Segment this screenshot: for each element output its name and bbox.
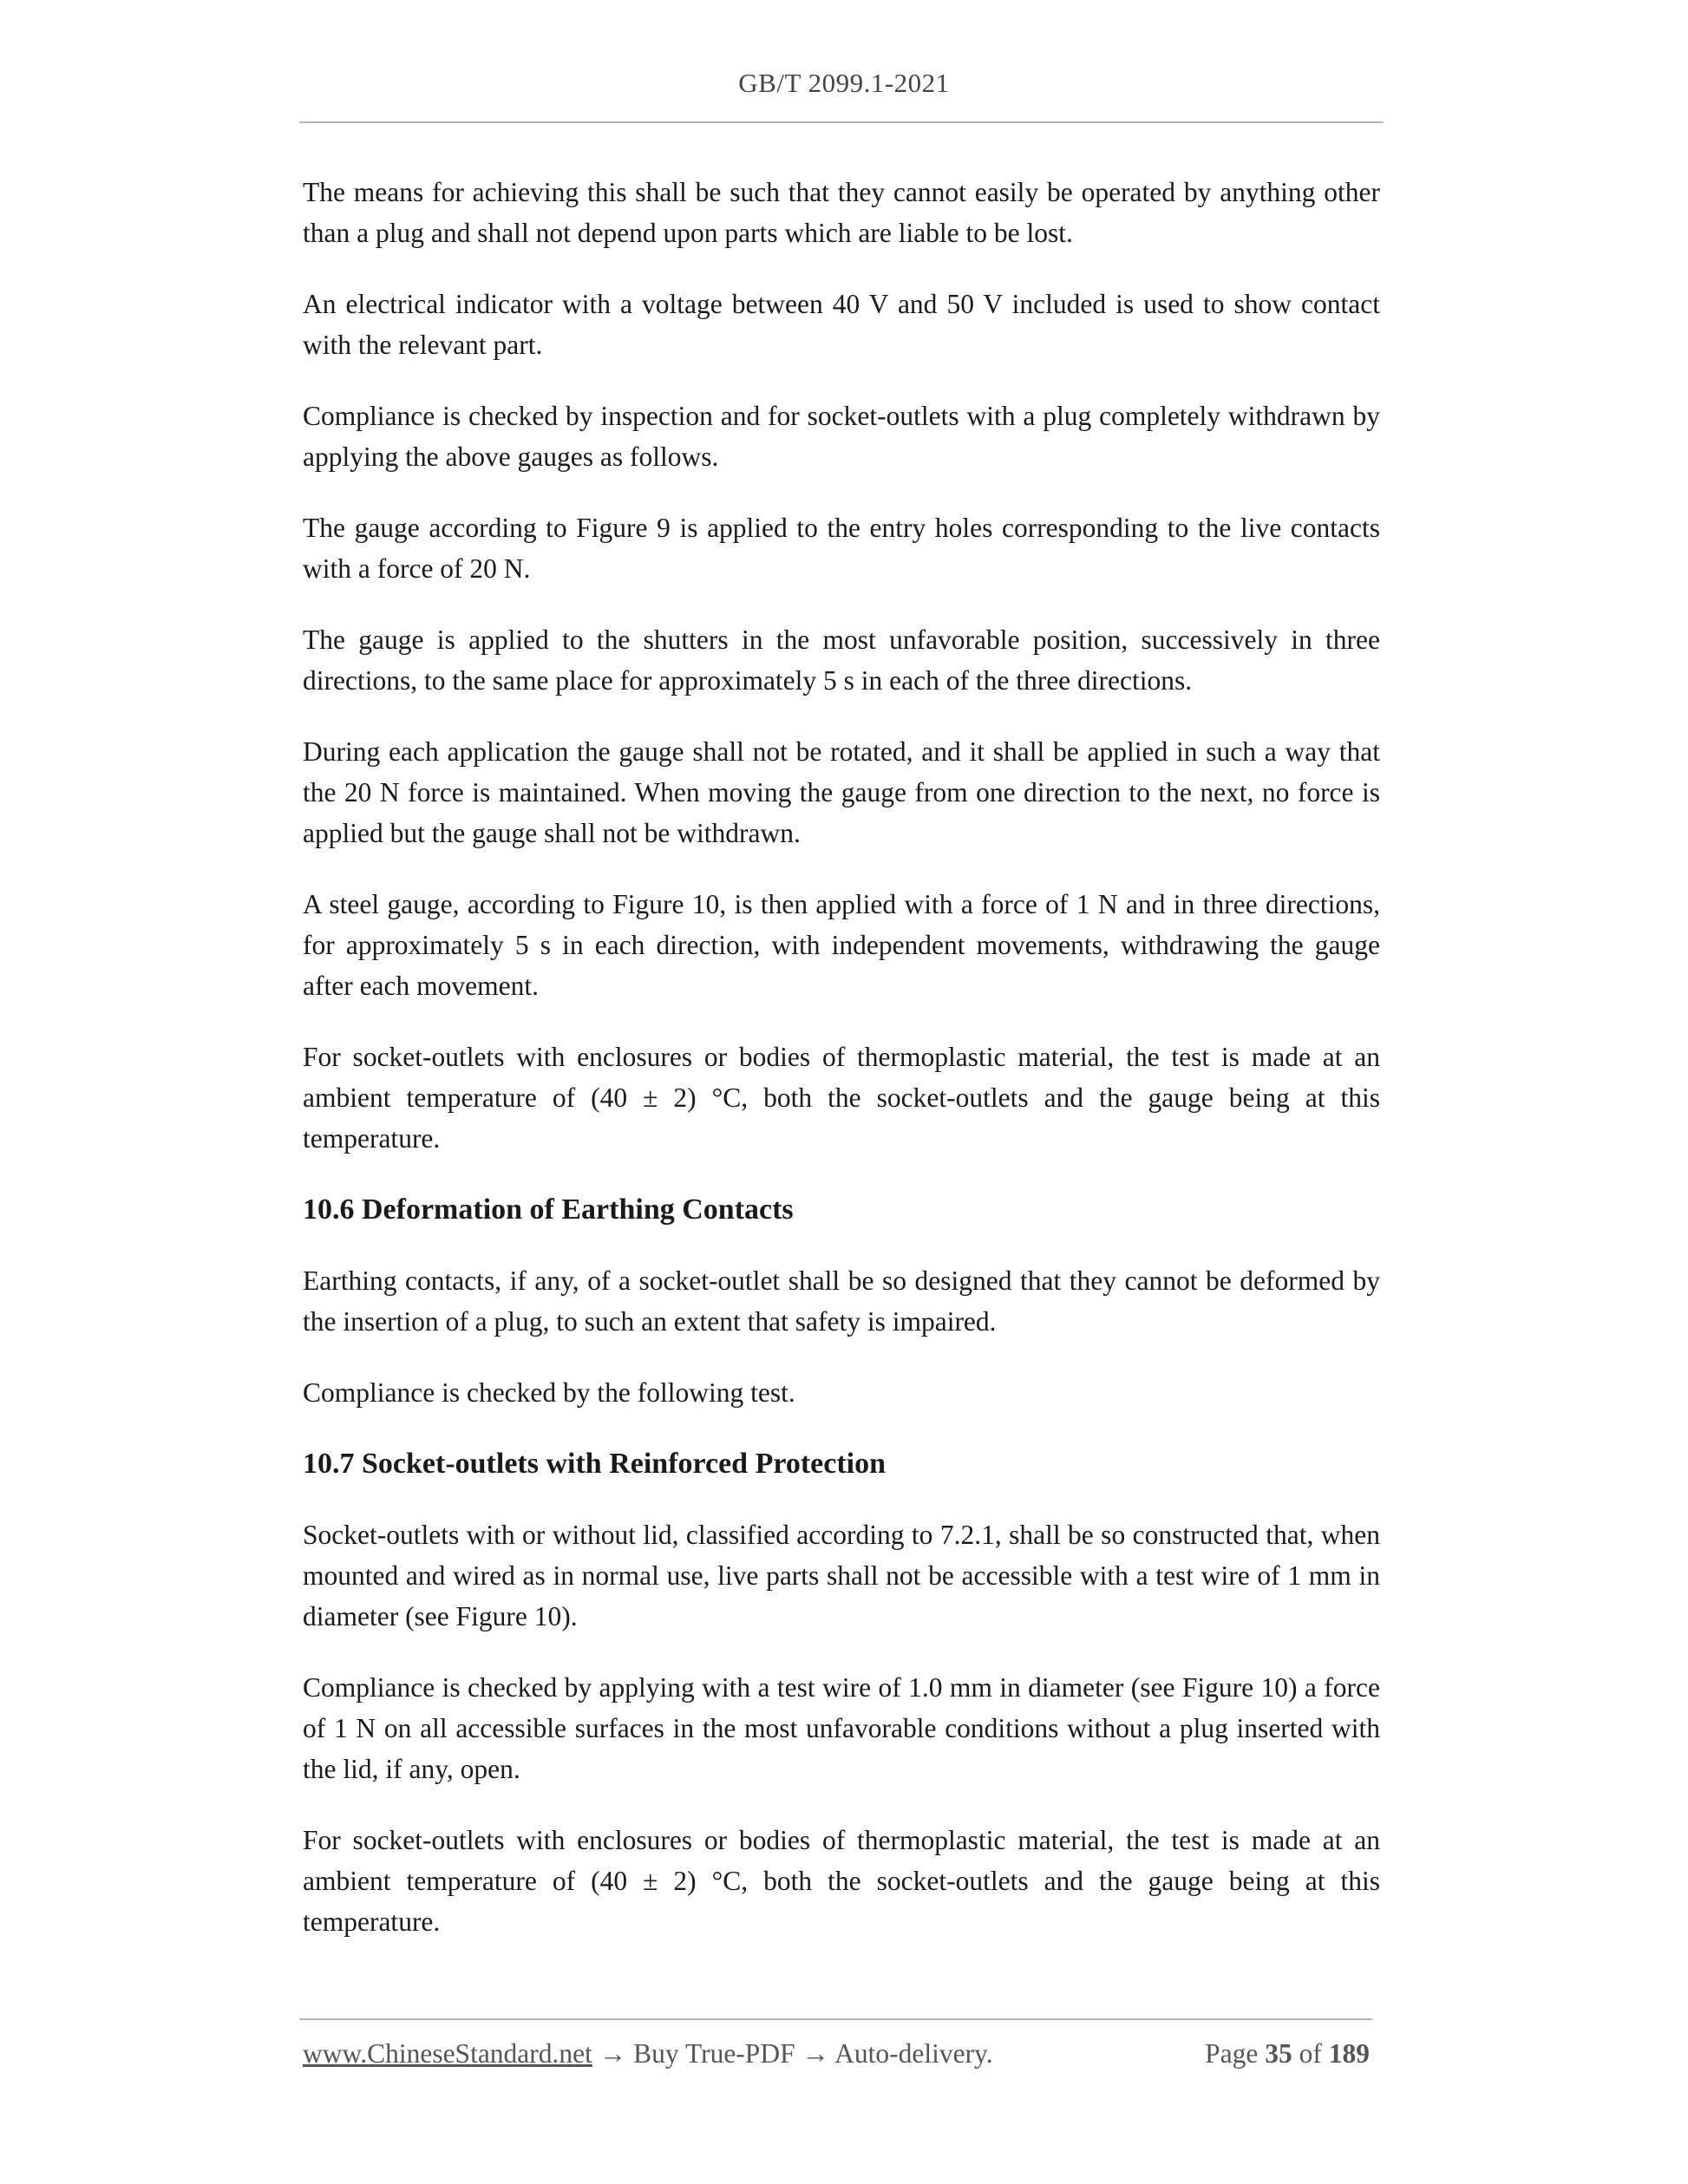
paragraph: Compliance is checked by inspection and for socket-outlets with a plug completely withdrawn by applying the above gauges as follows. [303, 401, 1380, 472]
site-link[interactable]: www.ChineseStandard.net [303, 2038, 592, 2069]
page-total: 189 [1328, 2038, 1370, 2069]
paragraph: The gauge is applied to the shutters in the most unfavorable position, successively in three directions, to the same place for approximately 5 s in each of the three directions. [303, 624, 1380, 696]
arrow-right-icon: → [599, 2038, 627, 2069]
paragraph: For socket-outlets with enclosures or bodies of thermoplastic material, the test is made at an ambient temperature of (40 ± 2) °C, both the socket-outlets and the gauge being at this temperature. [303, 1825, 1380, 1937]
page-label: Page [1205, 2038, 1259, 2069]
document-body [303, 172, 1380, 1972]
paragraph: Compliance is checked by applying with a test wire of 1.0 mm in diameter (see Figure 10) a force of 1 N on all accessible surfaces in the most unfavorable conditions without a plug inserted with the lid, if any, open. [303, 1672, 1380, 1784]
footer-divider [299, 2018, 1372, 2020]
section-heading-10-6: 10.6 Deformation of Earthing Contacts [303, 1193, 794, 1226]
paragraph: The gauge according to Figure 9 is applied to the entry holes corresponding to the live contacts with a force of 20 N. [303, 513, 1380, 584]
section-heading-10-7: 10.7 Socket-outlets with Reinforced Protection [303, 1448, 887, 1480]
paragraph: Socket-outlets with or without lid, classified according to 7.2.1, shall be so constructed that, when mounted and wired as in normal use, live parts shall not be accessible with a test wire of 1 mm in diameter (see Figure 10). [303, 1520, 1380, 1631]
buy-true-pdf-text: Buy True-PDF [633, 2038, 795, 2069]
auto-delivery-text: Auto-delivery. [834, 2038, 993, 2069]
page-number: 35 [1265, 2038, 1292, 2069]
paragraph: Compliance is checked by the following test. [303, 1377, 795, 1408]
page-indicator [1205, 2038, 1370, 2070]
paragraph: Earthing contacts, if any, of a socket-outlet shall be so designed that they cannot be deformed by the insertion of a plug, to such an extent that safety is impaired. [303, 1265, 1380, 1337]
page-footer [303, 2038, 1370, 2078]
footer-promo [303, 2038, 993, 2070]
page-header-doc-id: GB/T 2099.1-2021 [738, 68, 950, 98]
paragraph: A steel gauge, according to Figure 10, is then applied with a force of 1 N and in three directions, for approximately 5 s in each direction, with independent movements, withdrawing the gauge after each movement. [303, 889, 1380, 1001]
of-label: of [1299, 2038, 1322, 2069]
paragraph: An electrical indicator with a voltage between 40 V and 50 V included is used to show contact with the relevant part. [303, 289, 1380, 360]
header-divider [299, 121, 1384, 123]
paragraph: During each application the gauge shall not be rotated, and it shall be applied in such a way that the 20 N force is maintained. When moving the gauge from one direction to the next, no force is applied but the gauge shall not be withdrawn. [303, 736, 1380, 848]
paragraph: For socket-outlets with enclosures or bodies of thermoplastic material, the test is made at an ambient temperature of (40 ± 2) °C, both the socket-outlets and the gauge being at this temperature. [303, 1042, 1380, 1154]
arrow-right-icon: → [801, 2038, 829, 2069]
paragraph: The means for achieving this shall be such that they cannot easily be operated by anything other than a plug and shall not depend upon parts which are liable to be lost. [303, 177, 1380, 248]
